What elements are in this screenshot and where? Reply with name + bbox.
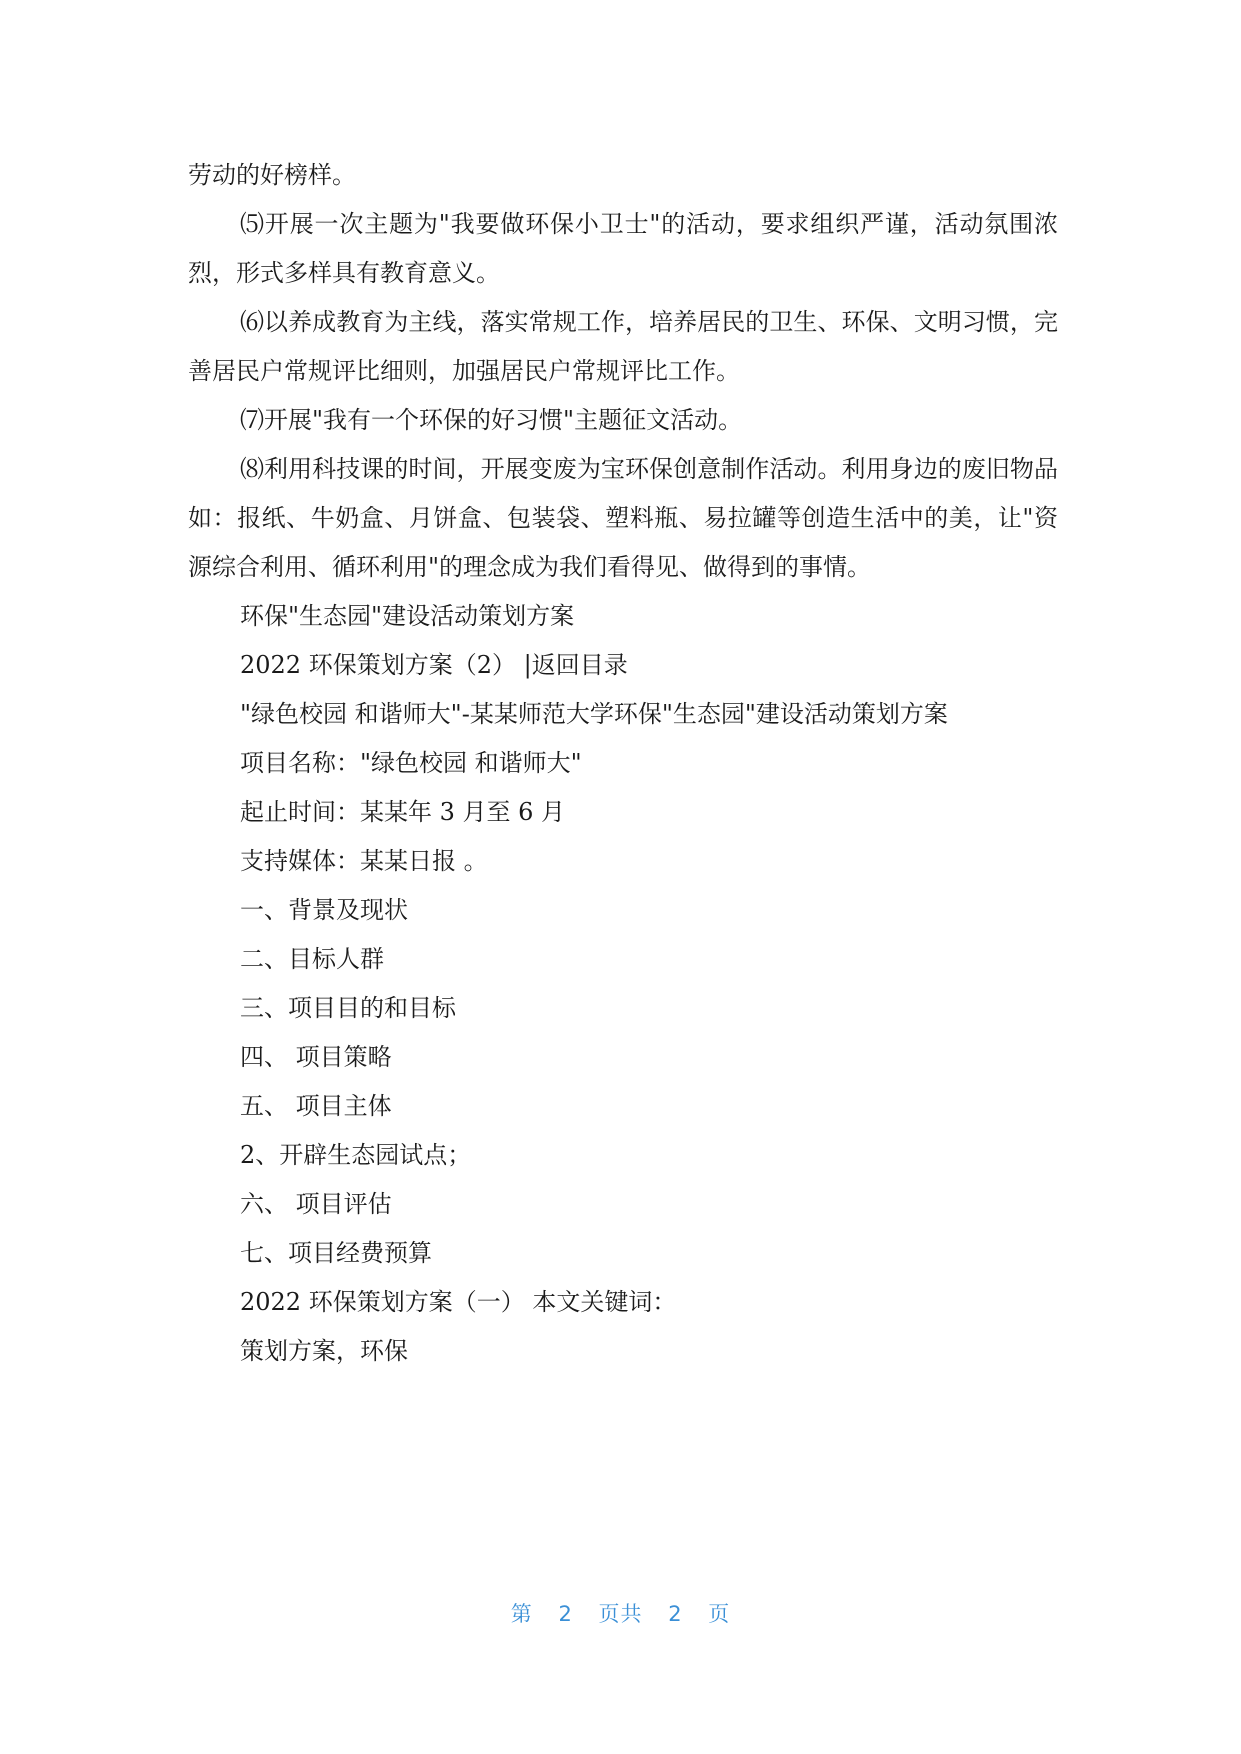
paragraph-item-8: ⑻利用科技课的时间，开展变废为宝环保创意制作活动。利用身边的废旧物品如：报纸、牛奶盒、月饼盒、包装袋、塑料瓶、易拉罐等创造生活中的美，让"资源综合利用、循环利用"的理念成为我们看得见、做得到的事情。 xyxy=(188,455,1058,581)
paragraph-item-5: ⑸开展一次主题为"我要做环保小卫士"的活动，要求组织严谨，活动氛围浓烈，形式多样具有教育意义。 xyxy=(188,210,1058,287)
paragraph-item-6: ⑹以养成教育为主线，落实常规工作，培养居民的卫生、环保、文明习惯，完善居民户常规评比细则，加强居民户常规评比工作。 xyxy=(188,308,1058,385)
project-name: 项目名称："绿色校园 和谐师大" xyxy=(240,749,582,777)
section-title: 环保"生态园"建设活动策划方案 xyxy=(240,602,575,630)
heading-subject: 五、 项目主体 xyxy=(240,1092,392,1120)
paragraph-continuation: 劳动的好榜样。 xyxy=(188,161,356,189)
footer-suffix: 页 xyxy=(708,1602,731,1626)
footer-middle: 页共 xyxy=(598,1602,643,1626)
project-period: 起止时间：某某年 3 月至 6 月 xyxy=(240,798,566,826)
keywords-label: 2022 环保策划方案（一） 本文关键词： xyxy=(240,1288,677,1316)
return-to-toc-line[interactable]: 2022 环保策划方案（2） |返回目录 xyxy=(240,651,628,679)
footer-prefix: 第 xyxy=(510,1602,533,1626)
keywords-values: 策划方案，环保 xyxy=(240,1337,408,1365)
paragraph-item-7: ⑺开展"我有一个环保的好习惯"主题征文活动。 xyxy=(240,406,743,434)
footer-total-pages: 2 xyxy=(668,1602,683,1626)
heading-strategy: 四、 项目策略 xyxy=(240,1043,392,1071)
footer-current-page: 2 xyxy=(558,1602,573,1626)
supporting-media: 支持媒体：某某日报 。 xyxy=(240,847,488,875)
heading-background: 一、背景及现状 xyxy=(240,896,408,924)
document-body xyxy=(188,151,1058,1376)
heading-goals: 三、项目目的和目标 xyxy=(240,994,456,1022)
heading-budget: 七、项目经费预算 xyxy=(240,1239,432,1267)
page-footer xyxy=(0,1598,1241,1628)
heading-evaluation: 六、 项目评估 xyxy=(240,1190,392,1218)
plan-title: "绿色校园 和谐师大"-某某师范大学环保"生态园"建设活动策划方案 xyxy=(240,700,948,728)
heading-target-audience: 二、目标人群 xyxy=(240,945,384,973)
item-pilot-garden: 2、开辟生态园试点； xyxy=(240,1141,472,1169)
